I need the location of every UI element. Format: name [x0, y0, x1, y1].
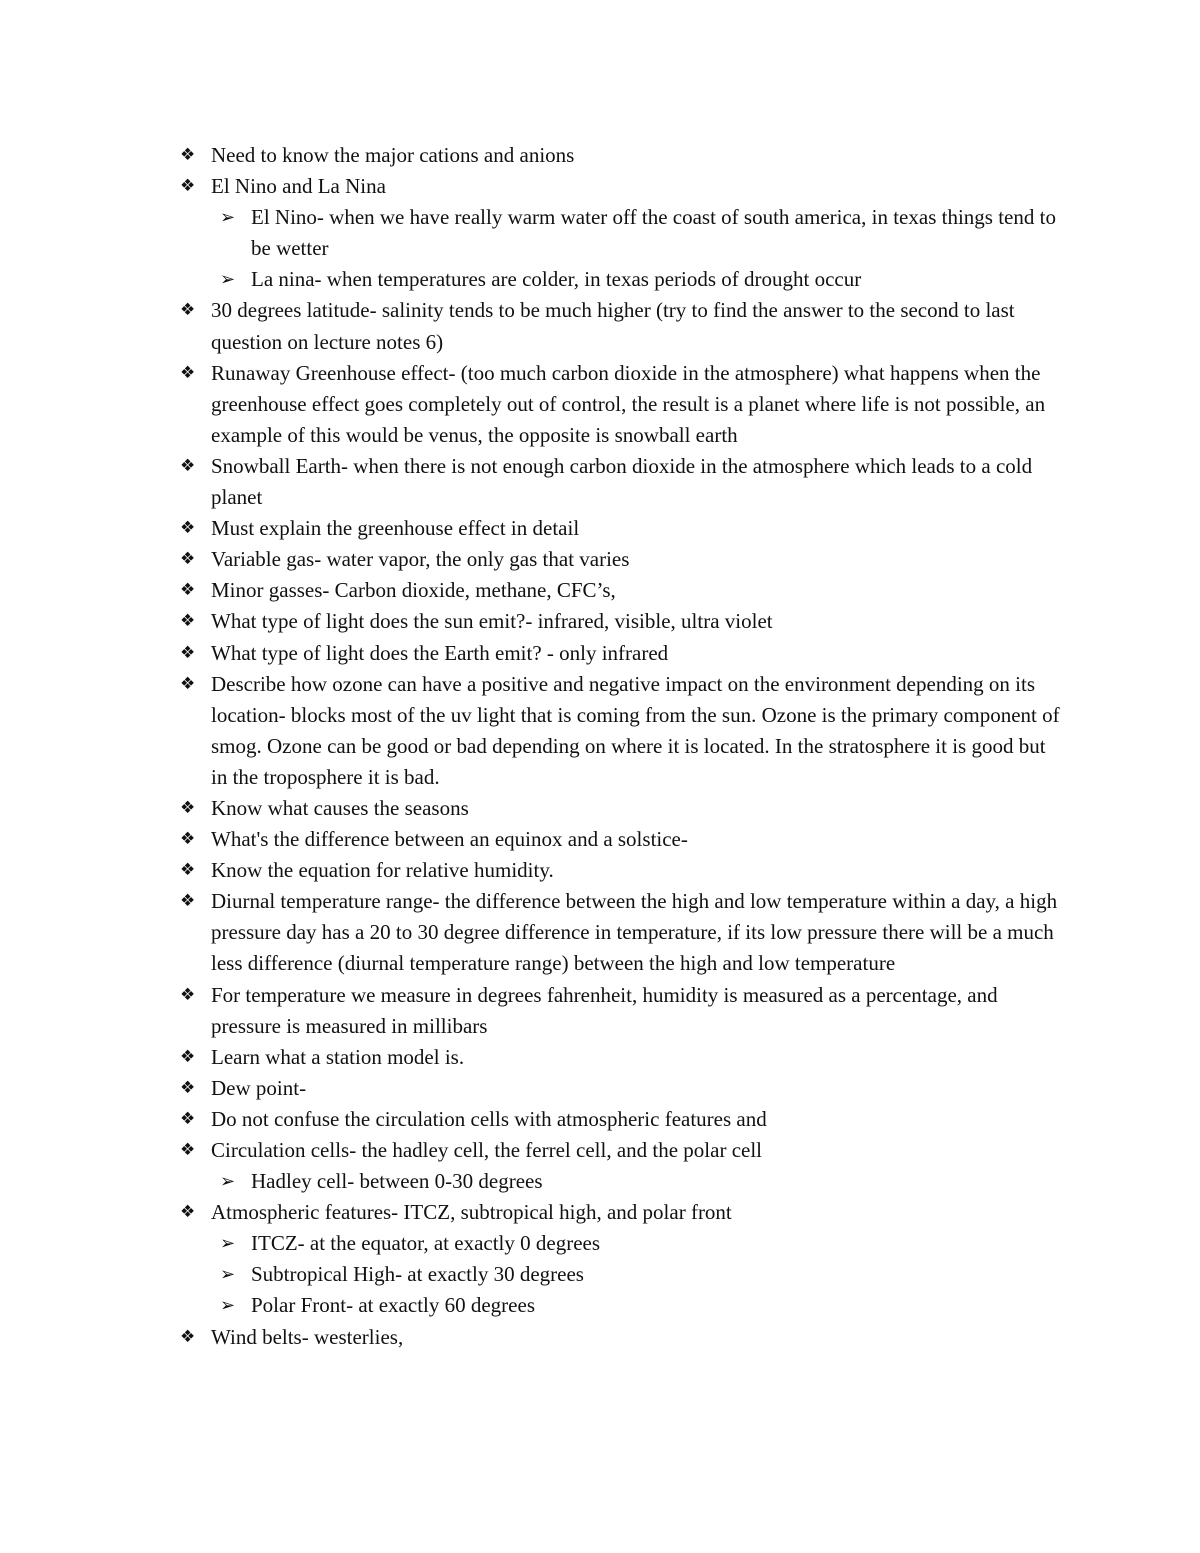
list-item-text: Runaway Greenhouse effect- (too much carbon dioxide in the atmosphere) what happens when the greenhouse effect goes completely out of control, the result is a planet where life is not possible, an example of this would be venus, the opposite is snowball earth — [211, 360, 1046, 447]
sub-list-item-text: El Nino- when we have really warm water off the coast of south america, in texas things tend to be wetter — [251, 205, 1056, 261]
sub-list-item — [220, 1259, 1060, 1290]
sub-list — [180, 1228, 1060, 1321]
list-item-text: Describe how ozone can have a positive and negative impact on the environment depending on its location- blocks most of the uv light that is coming from the sun. Ozone is the primary component of smog. Ozone can be good or bad depending on where it is located. In the stratosphere it is good but in the troposphere it is bad. — [211, 671, 1060, 789]
arrow-bullet-icon: ➢ — [220, 1295, 236, 1317]
list-item-text: What type of light does the sun emit?- infrared, visible, ultra violet — [211, 609, 773, 634]
list-item — [180, 1322, 1060, 1353]
diamond-bullet-icon: ❖ — [180, 362, 196, 383]
sub-list-container — [180, 1166, 1060, 1197]
arrow-bullet-icon: ➢ — [220, 269, 236, 291]
list-item-text: Snowball Earth- when there is not enough carbon dioxide in the atmosphere which leads to a cold planet — [211, 453, 1033, 510]
list-item — [180, 1135, 1060, 1166]
diamond-bullet-icon: ❖ — [180, 1202, 196, 1223]
list-item-text: Diurnal temperature range- the difference between the high and low temperature within a day, a high pressure day has a 20 to 30 degree difference in temperature, if its low pressure there will be a much less difference (diurnal temperature range) between the high and low temperature — [211, 889, 1058, 976]
sub-list-container — [180, 202, 1060, 295]
diamond-bullet-icon: ❖ — [180, 984, 196, 1005]
list-item-text: Dew point- — [211, 1075, 307, 1100]
diamond-bullet-icon: ❖ — [180, 1140, 196, 1160]
sub-list-item — [220, 202, 1060, 264]
list-item-text: Atmospheric features- ITCZ, subtropical high, and polar front — [211, 1200, 732, 1225]
diamond-bullet-icon: ❖ — [180, 176, 196, 197]
diamond-bullet-icon: ❖ — [180, 1108, 196, 1129]
list-item — [180, 1197, 1060, 1228]
list-item — [180, 1104, 1060, 1135]
sub-list-item-text: Hadley cell- between 0-30 degrees — [251, 1169, 543, 1194]
list-item — [180, 171, 1060, 202]
list-item — [180, 544, 1060, 575]
list-item-text: Minor gasses- Carbon dioxide, methane, CFC’s, — [211, 578, 616, 603]
diamond-bullet-icon: ❖ — [180, 455, 196, 476]
list-item — [180, 575, 1060, 606]
diamond-bullet-icon: ❖ — [180, 860, 196, 881]
sub-list-item-text: ITCZ- at the equator, at exactly 0 degrees — [251, 1231, 601, 1256]
list-item-text: Need to know the major cations and anions — [211, 143, 575, 167]
list-item-text: What's the difference between an equinox and a solstice- — [211, 827, 688, 852]
list-item-text: 30 degrees latitude- salinity tends to be much higher (try to find the answer to the second to last question on lecture notes 6) — [211, 298, 1015, 354]
sub-list-item — [220, 1166, 1060, 1197]
list-item — [180, 886, 1060, 979]
sub-list-item — [220, 1228, 1060, 1259]
list-item-text: Learn what a station model is. — [211, 1044, 465, 1069]
arrow-bullet-icon: ➢ — [220, 1171, 236, 1193]
list-item — [180, 140, 1060, 171]
list-item-text: Variable gas- water vapor, the only gas that varies — [211, 547, 630, 572]
list-item-text: Wind belts- westerlies, — [211, 1324, 404, 1349]
sub-list-item-text: Subtropical High- at exactly 30 degrees — [251, 1262, 584, 1287]
list-item — [180, 606, 1060, 637]
sub-list-item — [220, 264, 1060, 295]
list-item-text: Know what causes the seasons — [211, 795, 469, 820]
list-item-text: El Nino and La Nina — [211, 174, 386, 199]
sub-list-item — [220, 1290, 1060, 1321]
diamond-bullet-icon: ❖ — [180, 829, 196, 850]
diamond-bullet-icon: ❖ — [180, 518, 196, 539]
sub-list — [180, 202, 1060, 295]
diamond-bullet-icon: ❖ — [180, 1046, 196, 1067]
list-item-text: For temperature we measure in degrees fahrenheit, humidity is measured as a percentage, and pressure is measured in millibars — [211, 982, 998, 1038]
list-item — [180, 513, 1060, 544]
sub-list — [180, 1166, 1060, 1197]
sub-list-container — [180, 1228, 1060, 1321]
diamond-bullet-icon: ❖ — [180, 673, 196, 694]
diamond-bullet-icon: ❖ — [180, 797, 196, 818]
list-item — [180, 358, 1060, 451]
diamond-bullet-icon: ❖ — [180, 1077, 196, 1098]
diamond-bullet-icon: ❖ — [180, 300, 196, 321]
list-item-text: Do not confuse the circulation cells with atmospheric features and — [211, 1106, 767, 1131]
list-item — [180, 451, 1060, 513]
sub-list-item-text: La nina- when temperatures are colder, in texas periods of drought occur — [251, 267, 862, 292]
list-item — [180, 793, 1060, 824]
notes-list — [180, 140, 1060, 1353]
list-item-text: Must explain the greenhouse effect in detail — [211, 516, 580, 541]
diamond-bullet-icon: ❖ — [180, 611, 196, 632]
list-item-text: What type of light does the Earth emit? - only infrared — [211, 640, 669, 665]
arrow-bullet-icon: ➢ — [220, 1264, 236, 1286]
list-item — [180, 855, 1060, 886]
diamond-bullet-icon: ❖ — [180, 642, 196, 663]
list-item — [180, 1042, 1060, 1073]
arrow-bullet-icon: ➢ — [220, 1233, 236, 1255]
list-item — [180, 669, 1060, 793]
diamond-bullet-icon: ❖ — [180, 145, 196, 165]
diamond-bullet-icon: ❖ — [180, 891, 196, 912]
list-item — [180, 295, 1060, 357]
diamond-bullet-icon: ❖ — [180, 549, 196, 570]
list-item-text: Circulation cells- the hadley cell, the ferrel cell, and the polar cell — [211, 1138, 763, 1162]
diamond-bullet-icon: ❖ — [180, 580, 196, 601]
list-item — [180, 638, 1060, 669]
list-item — [180, 980, 1060, 1042]
arrow-bullet-icon: ➢ — [220, 207, 236, 229]
list-item-text: Know the equation for relative humidity. — [211, 858, 554, 883]
list-item — [180, 824, 1060, 855]
list-item — [180, 1073, 1060, 1104]
sub-list-item-text: Polar Front- at exactly 60 degrees — [251, 1293, 535, 1318]
diamond-bullet-icon: ❖ — [180, 1326, 196, 1347]
